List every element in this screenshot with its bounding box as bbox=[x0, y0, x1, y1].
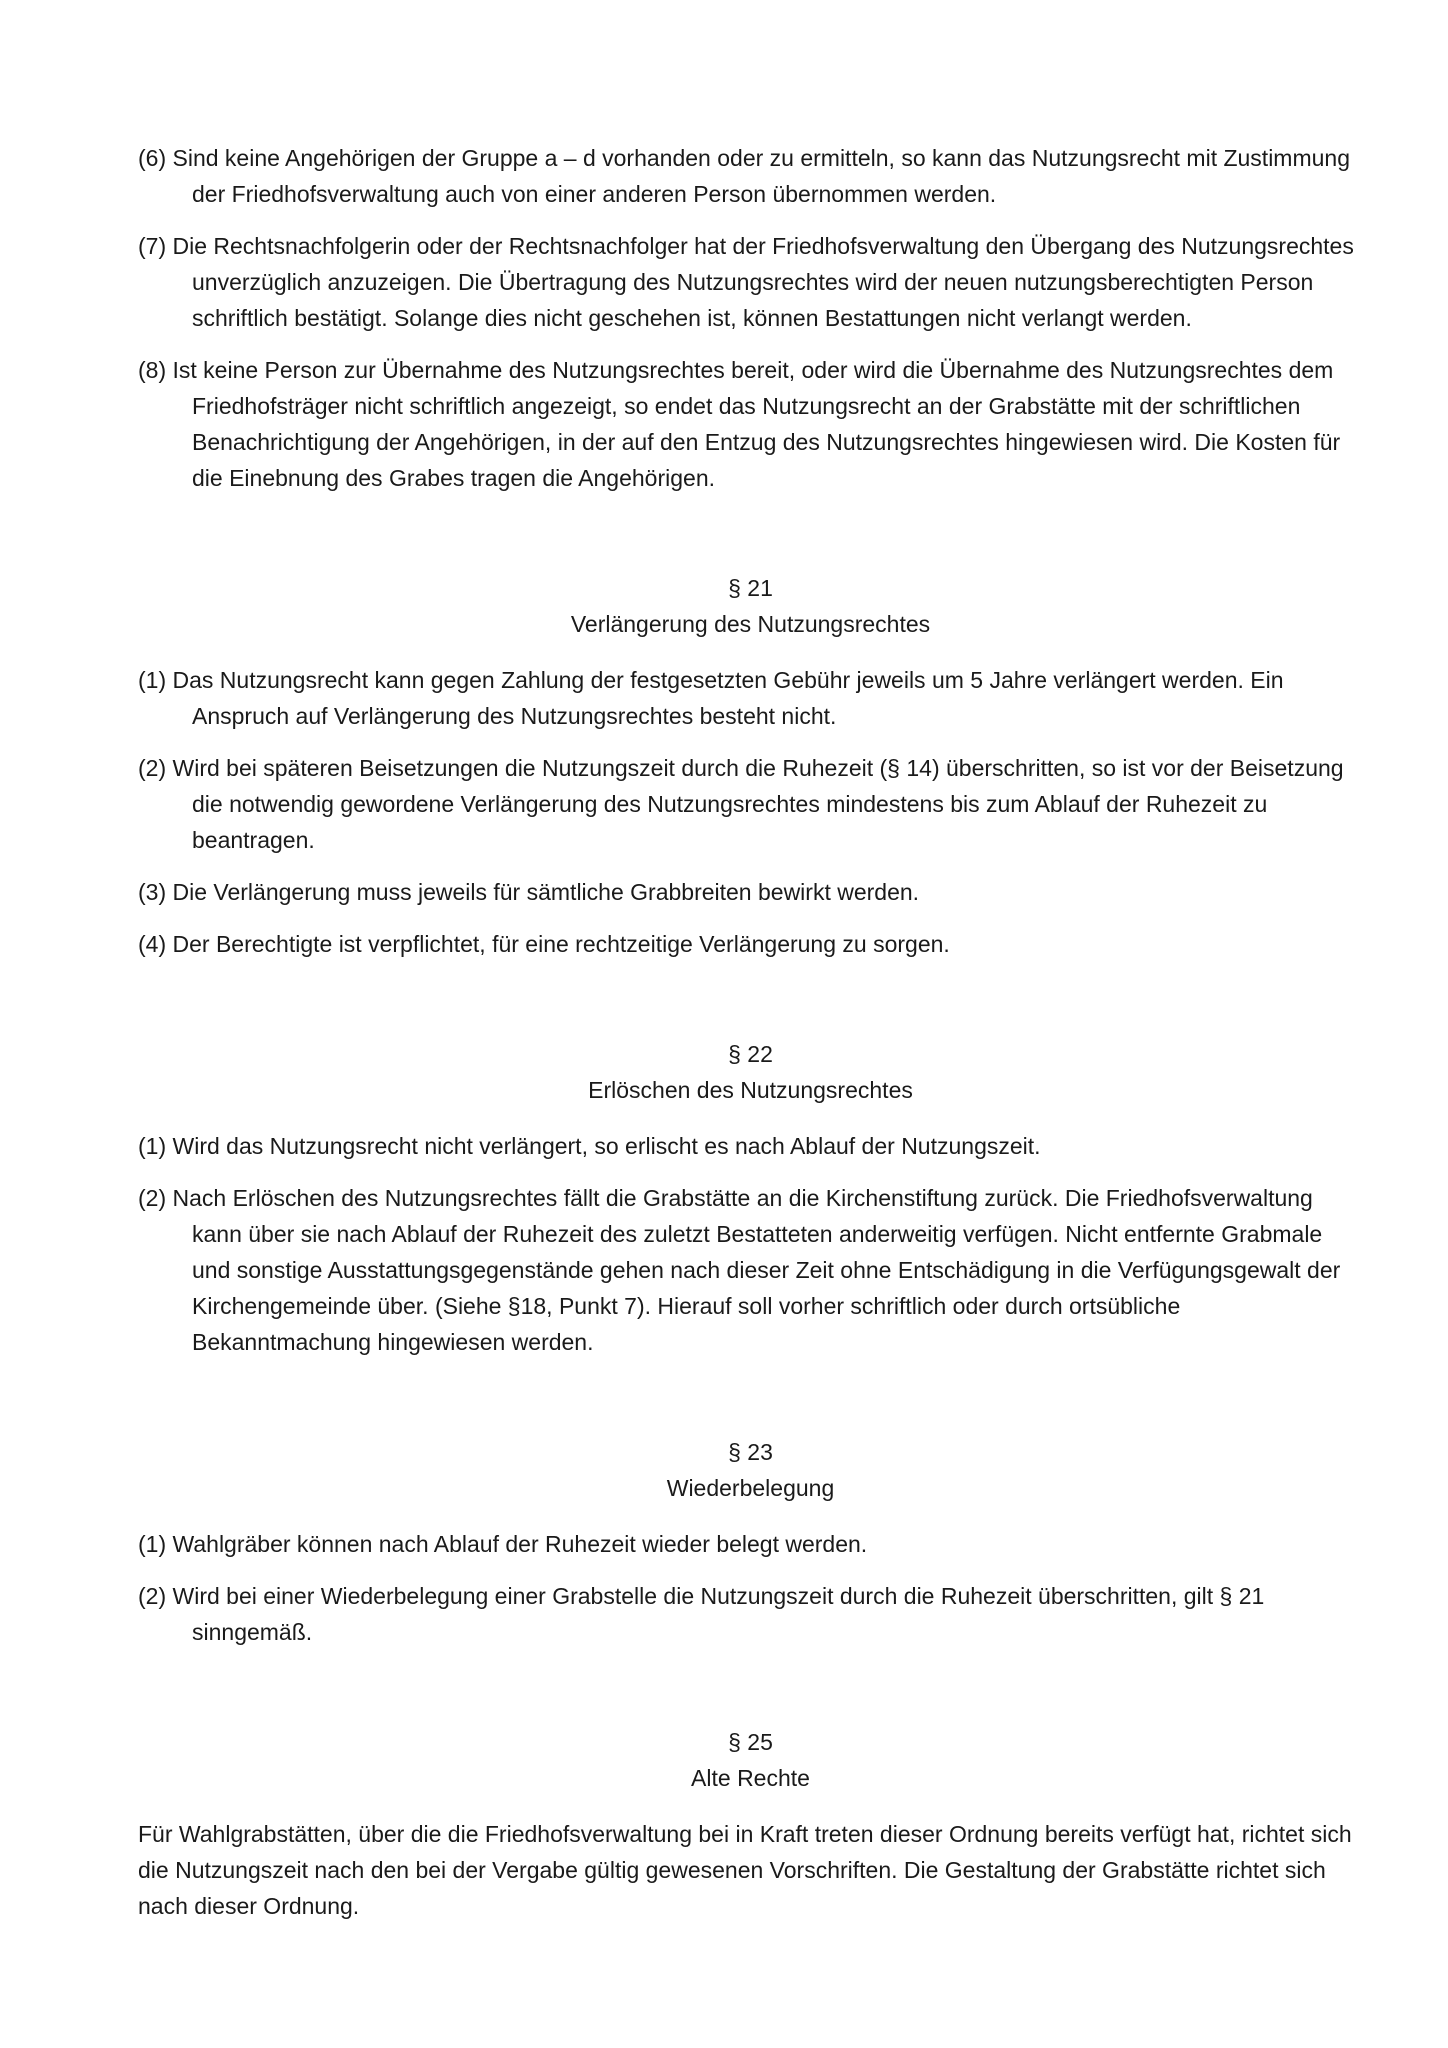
paragraph-7: (7) Die Rechtsnachfolgerin oder der Rechtsnachfolger hat der Friedhofsverwaltung den Übergang des Nutzungsrechtes unverzüglich anzuzeigen. Die Übertragung des Nutzungsrechtes wird der neuen nutzungsberechtigten Person schriftlich bestätigt. Solange dies nicht geschehen ist, können Bestattungen nicht verlangt werden. bbox=[138, 233, 1354, 331]
section-25-heading bbox=[138, 1724, 1363, 1796]
section-23-paragraph-1: (1) Wahlgräber können nach Ablauf der Ruhezeit wieder belegt werden. bbox=[138, 1531, 868, 1557]
section-number: § 25 bbox=[728, 1729, 773, 1755]
section-21-paragraph-4: (4) Der Berechtigte ist verpflichtet, für eine rechtzeitige Verlängerung zu sorgen. bbox=[138, 931, 950, 957]
section-21-heading bbox=[138, 570, 1363, 642]
section-23-paragraph-2: (2) Wird bei einer Wiederbelegung einer Grabstelle die Nutzungszeit durch die Ruhezeit überschritten, gilt § 21 sinngemäß. bbox=[138, 1583, 1265, 1645]
section-22-heading bbox=[138, 1036, 1363, 1108]
section-title: Erlöschen des Nutzungsrechtes bbox=[588, 1077, 913, 1103]
section-21-paragraph-3: (3) Die Verlängerung muss jeweils für sämtliche Grabbreiten bewirkt werden. bbox=[138, 879, 920, 905]
section-23-heading bbox=[138, 1434, 1363, 1506]
continued-paragraphs bbox=[138, 140, 1363, 496]
section-title: Alte Rechte bbox=[691, 1765, 810, 1791]
paragraph-8: (8) Ist keine Person zur Übernahme des Nutzungsrechtes bereit, oder wird die Übernahme des Nutzungsrechtes dem Friedhofsträger nicht schriftlich angezeigt, so endet das Nutzungsrecht an der Grabstätte mit der schriftlichen Benachrichtigung der Angehörigen, in der auf den Entzug des Nutzungsrechtes hingewiesen wird. Die Kosten für die Einebnung des Grabes tragen die Angehörigen. bbox=[138, 357, 1341, 491]
section-22-paragraph-1: (1) Wird das Nutzungsrecht nicht verlängert, so erlischt es nach Ablauf der Nutzungszeit. bbox=[138, 1133, 1041, 1159]
section-22-paragraph-2: (2) Nach Erlöschen des Nutzungsrechtes fällt die Grabstätte an die Kirchenstiftung zurück. Die Friedhofsverwaltung kann über sie nach Ablauf der Ruhezeit des zuletzt Bestatteten anderweitig verfügen. Nicht entfernte Grabmale und sonstige Ausstattungsgegenstände gehen nach dieser Zeit ohne Entschädigung in die Verfügungsgewalt der Kirchengemeinde über. (Siehe §18, Punkt 7). Hierauf soll vorher schriftlich oder durch ortsübliche Bekanntmachung hingewiesen werden. bbox=[138, 1185, 1341, 1355]
section-21-paragraph-1: (1) Das Nutzungsrecht kann gegen Zahlung der festgesetzten Gebühr jeweils um 5 Jahre verlängert werden. Ein Anspruch auf Verlängerung des Nutzungsrechtes besteht nicht. bbox=[138, 667, 1284, 729]
section-title: Verlängerung des Nutzungsrechtes bbox=[570, 611, 931, 637]
section-25-body: Für Wahlgrabstätten, über die die Friedhofsverwaltung bei in Kraft treten dieser Ordnung bereits verfügt hat, richtet sich die Nutzungszeit nach den bei der Vergabe gültig gewesenen Vorschriften. Die Gestaltung der Grabstätte richtet sich nach dieser Ordnung. bbox=[138, 1821, 1352, 1919]
section-21-paragraph-2: (2) Wird bei späteren Beisetzungen die Nutzungszeit durch die Ruhezeit (§ 14) überschritten, so ist vor der Beisetzung die notwendig gewordene Verlängerung des Nutzungsrechtes mindestens bis zum Ablauf der Ruhezeit zu beantragen. bbox=[138, 755, 1344, 853]
section-number: § 23 bbox=[728, 1439, 773, 1465]
paragraph-6: (6) Sind keine Angehörigen der Gruppe a – d vorhanden oder zu ermitteln, so kann das Nutzungsrecht mit Zustimmung der Friedhofsverwaltung auch von einer anderen Person übernommen werden. bbox=[138, 145, 1351, 207]
section-number: § 22 bbox=[728, 1041, 773, 1067]
section-title: Wiederbelegung bbox=[666, 1475, 835, 1501]
document-body bbox=[138, 140, 1363, 1940]
section-number: § 21 bbox=[728, 575, 773, 601]
